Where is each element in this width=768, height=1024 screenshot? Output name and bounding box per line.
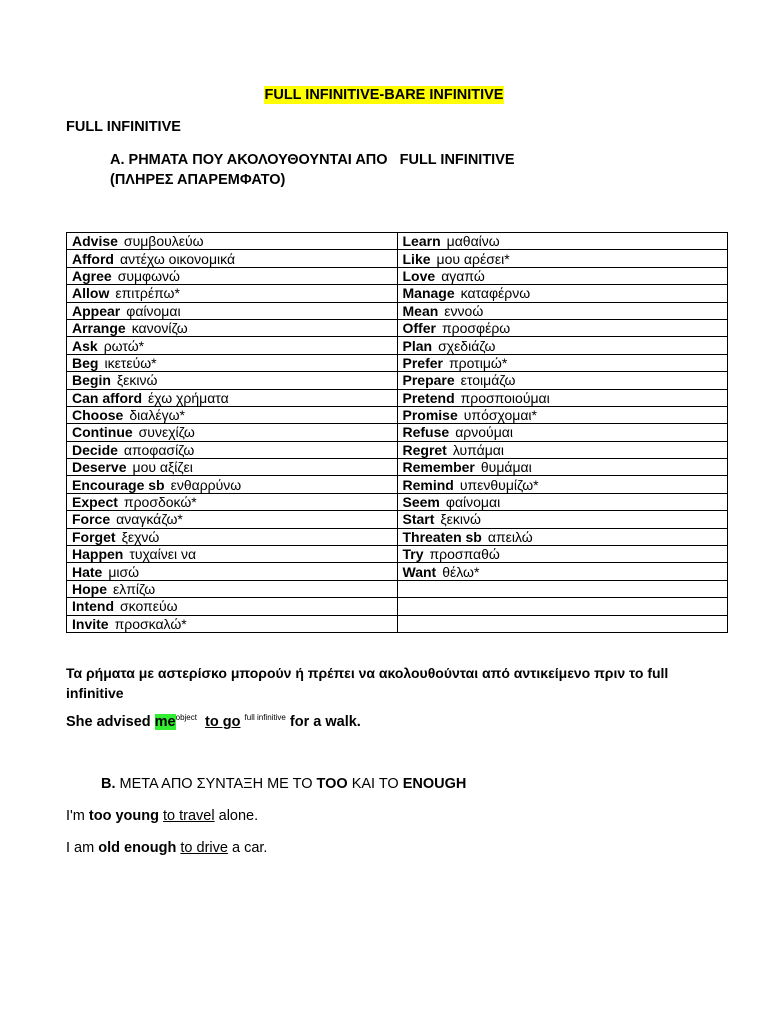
verb-english: Refuse	[402, 424, 450, 441]
verb-cell-right	[397, 337, 728, 354]
example-object: me	[154, 714, 176, 730]
verb-cell-left	[67, 424, 398, 441]
enough-example-infinitive: to drive	[180, 840, 228, 856]
verb-cell-left	[67, 441, 398, 458]
verb-cell-left	[67, 563, 398, 580]
section-b-label: B.	[101, 776, 116, 792]
verb-cell-right	[397, 267, 728, 284]
table-row	[67, 285, 728, 302]
verb-english: Love	[402, 267, 436, 284]
verb-greek: εννοώ	[444, 302, 484, 319]
verb-english: Manage	[402, 285, 455, 302]
page-title: FULL INFINITIVE-BARE INFINITIVE	[264, 87, 504, 103]
verb-cell-left	[67, 493, 398, 510]
verb-english: Afford	[72, 250, 114, 267]
section-b-enough: ENOUGH	[402, 776, 467, 792]
verb-english: Invite	[72, 615, 109, 632]
verb-cell-left	[67, 580, 398, 597]
verb-english: Start	[402, 511, 435, 528]
verb-english: Continue	[72, 424, 133, 441]
verb-cell-right	[397, 389, 728, 406]
verb-greek: προσφέρω	[441, 320, 511, 337]
table-row	[67, 250, 728, 267]
table-row	[67, 598, 728, 615]
verb-greek: ικετεύω*	[104, 354, 157, 371]
verb-cell-right	[397, 528, 728, 545]
verb-english: Encourage sb	[72, 476, 165, 493]
verb-cell-left	[67, 528, 398, 545]
verb-cell-right	[397, 476, 728, 493]
table-row	[67, 389, 728, 406]
verb-english: Ask	[72, 337, 98, 354]
table-row	[67, 459, 728, 476]
verb-cell-left	[67, 372, 398, 389]
verb-cell-right	[397, 441, 728, 458]
verb-greek: μου αξίζει	[132, 459, 193, 476]
example-sentence	[66, 713, 361, 730]
verb-greek: λυπάμαι	[452, 441, 505, 458]
section-heading: FULL INFINITIVE	[66, 119, 181, 135]
enough-example-sentence	[66, 840, 267, 856]
verb-greek: υπόσχομαι*	[463, 407, 537, 424]
verb-cell-left	[67, 546, 398, 563]
verb-english: Prepare	[402, 372, 455, 389]
asterisk-note: Τα ρήματα με αστερίσκο μπορούν ή πρέπει να ακολουθούνται από αντικείμενο πριν το full infinitive	[66, 665, 669, 701]
verb-greek: φαίνομαι	[126, 302, 181, 319]
verb-greek: προτιμώ*	[448, 354, 508, 371]
verb-greek: αγαπώ	[441, 267, 485, 284]
verb-greek: φαίνομαι	[445, 494, 501, 511]
table-row	[67, 406, 728, 423]
verb-english: Hate	[72, 563, 103, 580]
verb-cell-left	[67, 319, 398, 336]
verb-greek: επιτρέπω*	[115, 285, 180, 302]
too-example-bold: too young	[88, 808, 159, 824]
verb-greek: αρνούμαι	[455, 424, 513, 441]
table-row	[67, 493, 728, 510]
verb-greek: αντέχω οικονομικά	[120, 250, 236, 267]
enough-example-end: a car.	[227, 840, 268, 856]
verb-english: Hope	[72, 581, 107, 597]
verb-english: Appear	[72, 302, 121, 319]
verb-cell-right	[397, 511, 728, 528]
verb-cell-left	[67, 459, 398, 476]
verb-cell-left	[67, 511, 398, 528]
example-object-label: object	[175, 713, 197, 722]
verb-english: Try	[402, 546, 424, 563]
section-b-heading	[101, 776, 466, 792]
verb-cell-left	[67, 337, 398, 354]
verb-greek: μαθαίνω	[446, 233, 500, 250]
verb-cell-right	[397, 285, 728, 302]
verb-cell-right	[397, 319, 728, 336]
verb-greek: ξεκινώ	[440, 511, 481, 528]
example-before: She advised	[66, 714, 155, 730]
verb-greek: ρωτώ*	[103, 337, 145, 354]
example-infinitive-label: full infinitive	[244, 713, 286, 722]
table-row	[67, 546, 728, 563]
sub-heading-line-2: (ΠΛΗΡΕΣ ΑΠΑΡΕΜΦΑΤΟ)	[110, 172, 286, 188]
verb-greek: ετοιμάζω	[460, 372, 516, 389]
verb-greek: αποφασίζω	[123, 441, 195, 458]
verb-greek: ενθαρρύνω	[170, 476, 242, 493]
enough-example-start: I am	[66, 840, 99, 856]
verb-english: Remind	[402, 476, 454, 493]
verb-greek: προσκαλώ*	[114, 615, 187, 632]
verb-english: Force	[72, 511, 111, 528]
verb-greek: κανονίζω	[131, 320, 188, 337]
table-row	[67, 563, 728, 580]
table-row	[67, 233, 728, 250]
verb-cell-left	[67, 233, 398, 250]
title-block	[0, 86, 768, 104]
verb-english: Happen	[72, 546, 124, 563]
verb-greek: θυμάμαι	[480, 459, 532, 476]
verb-greek: ξεκινώ	[116, 372, 158, 389]
verb-greek: απειλώ	[487, 528, 533, 545]
verb-english: Offer	[402, 320, 436, 337]
verb-english: Intend	[72, 598, 114, 615]
table-row	[67, 441, 728, 458]
too-example-start: I'm	[66, 808, 89, 824]
too-example-infinitive: to travel	[163, 808, 215, 824]
verb-english: Allow	[72, 285, 110, 302]
verb-cell-left	[67, 615, 398, 632]
section-b-part2: ΚΑΙ ΤΟ	[347, 776, 403, 792]
verb-english: Regret	[402, 441, 447, 458]
table-row	[67, 476, 728, 493]
table-row	[67, 424, 728, 441]
verb-english: Forget	[72, 528, 116, 545]
verb-english: Like	[402, 250, 431, 267]
verbs-table	[66, 232, 728, 633]
verb-cell-right	[397, 354, 728, 371]
table-row	[67, 354, 728, 371]
verbs-table-body	[67, 233, 728, 633]
verb-cell-left	[67, 598, 398, 615]
verb-greek: αναγκάζω*	[116, 511, 183, 528]
verb-cell-left	[67, 302, 398, 319]
verb-english: Expect	[72, 494, 118, 511]
table-row	[67, 267, 728, 284]
verb-greek: σχεδιάζω	[438, 337, 496, 354]
verb-greek: ελπίζω	[113, 581, 156, 597]
verb-greek: μισώ	[108, 563, 140, 580]
too-example-sentence	[66, 808, 258, 824]
verb-english: Choose	[72, 407, 124, 424]
verb-cell-right	[397, 250, 728, 267]
verb-english: Arrange	[72, 320, 126, 337]
verb-greek: θέλω*	[442, 563, 480, 580]
verb-cell-left	[67, 285, 398, 302]
section-b-too: TOO	[316, 776, 348, 792]
verb-greek: συμφωνώ	[117, 267, 180, 284]
example-after: for a walk.	[285, 714, 361, 730]
table-row	[67, 319, 728, 336]
verb-greek: τυχαίνει να	[129, 546, 197, 563]
verb-greek: έχω χρήματα	[148, 389, 229, 406]
table-row	[67, 615, 728, 632]
verb-english: Begin	[72, 372, 111, 389]
verb-greek: μου αρέσει*	[436, 250, 510, 267]
verb-english: Advise	[72, 233, 118, 250]
table-row	[67, 372, 728, 389]
verb-cell-right	[397, 459, 728, 476]
verb-greek: προσποιούμαι	[460, 389, 550, 406]
verb-greek: υπενθυμίζω*	[459, 476, 539, 493]
table-row	[67, 302, 728, 319]
too-example-end: alone.	[214, 808, 259, 824]
sub-heading	[110, 150, 515, 190]
verb-greek: καταφέρνω	[460, 285, 531, 302]
verb-english: Promise	[402, 407, 458, 424]
sub-heading-line-1: Α. ΡΗΜΑΤΑ ΠΟΥ ΑΚΟΛΟΥΘΟΥΝΤΑΙ ΑΠΟ FULL INFINITIVE	[110, 152, 515, 168]
verb-cell-left	[67, 250, 398, 267]
verb-cell-right	[397, 598, 728, 615]
verb-cell-left	[67, 389, 398, 406]
verb-cell-right	[397, 615, 728, 632]
verb-greek: προσπαθώ	[429, 546, 500, 563]
verb-cell-right	[397, 546, 728, 563]
verb-cell-right	[397, 424, 728, 441]
verb-cell-left	[67, 267, 398, 284]
verb-english: Prefer	[402, 354, 443, 371]
verb-greek: συμβουλεύω	[123, 233, 204, 250]
enough-example-bold: old enough	[98, 840, 177, 856]
verb-english: Mean	[402, 302, 439, 319]
verb-cell-right	[397, 580, 728, 597]
verb-english: Can afford	[72, 389, 142, 406]
verb-greek: διαλέγω*	[129, 407, 185, 424]
verb-english: Agree	[72, 267, 112, 284]
verb-cell-left	[67, 406, 398, 423]
verb-english: Beg	[72, 354, 99, 371]
table-row	[67, 511, 728, 528]
verb-cell-right	[397, 563, 728, 580]
verb-greek: ξεχνώ	[121, 528, 160, 545]
verb-greek: συνεχίζω	[138, 424, 195, 441]
example-infinitive: to go	[205, 714, 241, 730]
verb-cell-right	[397, 233, 728, 250]
verb-english: Deserve	[72, 459, 127, 476]
verb-english: Want	[402, 563, 437, 580]
table-row	[67, 580, 728, 597]
verb-english: Plan	[402, 337, 433, 354]
verb-english: Threaten sb	[402, 528, 482, 545]
verb-greek: σκοπεύω	[120, 598, 178, 615]
verb-cell-right	[397, 372, 728, 389]
verb-english: Decide	[72, 441, 118, 458]
verb-english: Remember	[402, 459, 475, 476]
verb-cell-right	[397, 406, 728, 423]
verb-cell-left	[67, 476, 398, 493]
verb-english: Seem	[402, 494, 440, 511]
verb-english: Pretend	[402, 389, 455, 406]
verb-cell-right	[397, 302, 728, 319]
table-row	[67, 337, 728, 354]
verb-cell-left	[67, 354, 398, 371]
verb-greek: προσδοκώ*	[123, 494, 197, 511]
verb-cell-right	[397, 493, 728, 510]
table-row	[67, 528, 728, 545]
verb-english: Learn	[402, 233, 441, 250]
section-b-part1: ΜΕΤΑ ΑΠΟ ΣΥΝΤΑΞΗ ΜΕ ΤΟ	[119, 776, 317, 792]
